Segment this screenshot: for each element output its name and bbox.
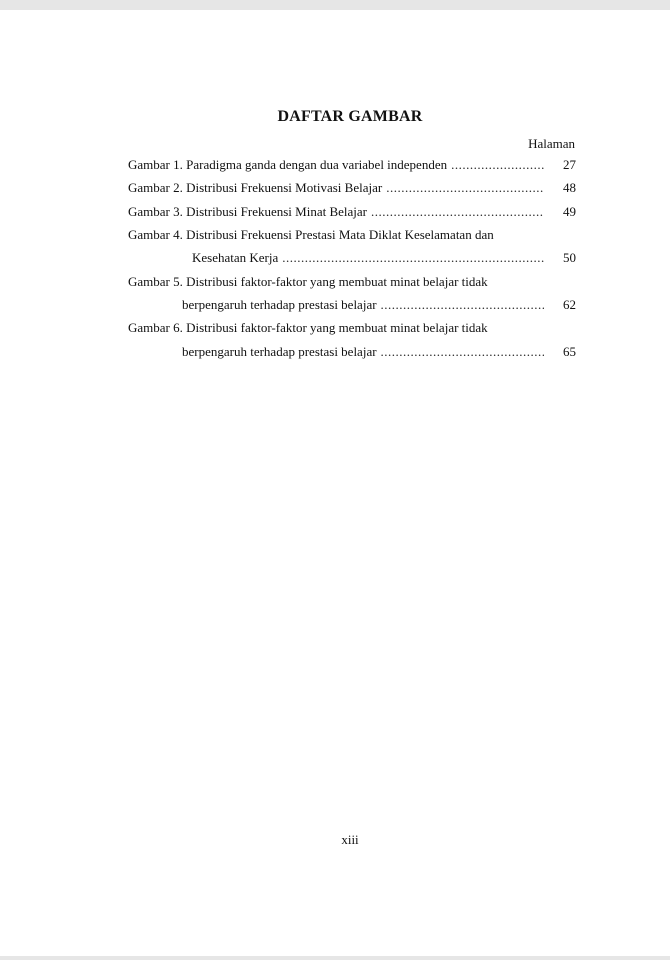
dot-leader [381, 343, 544, 361]
dot-leader [371, 203, 544, 221]
toc-entry-5-line2 [182, 296, 576, 314]
toc-entry-page: 27 [563, 157, 576, 172]
toc-entry-page: 62 [563, 297, 576, 312]
dot-leader [282, 249, 544, 267]
toc-entry-page: 48 [563, 180, 576, 195]
toc-entry-text: berpengaruh terhadap prestasi belajar [182, 344, 377, 359]
page-number-footer: xiii [341, 832, 359, 847]
toc-entry-6-line2 [182, 343, 576, 361]
dot-leader [386, 179, 544, 197]
page-title: DAFTAR GAMBAR [277, 108, 423, 125]
toc-entry-3 [128, 203, 576, 221]
toc-entry-text: Kesehatan Kerja [192, 250, 279, 265]
page-column-header: Halaman [528, 136, 575, 151]
toc-entry-text: berpengaruh terhadap prestasi belajar [182, 297, 377, 312]
toc-entry-text: Gambar 3. Distribusi Frekuensi Minat Belajar [128, 204, 368, 219]
toc-entry-6-line1: Gambar 6. Distribusi faktor-faktor yang membuat minat belajar tidak [128, 320, 488, 335]
dot-leader [381, 296, 544, 314]
toc-entry-1 [128, 156, 576, 174]
document-page [0, 10, 670, 956]
toc-entry-page: 65 [563, 344, 576, 359]
toc-entry-page: 50 [563, 250, 576, 265]
toc-entry-text: Gambar 2. Distribusi Frekuensi Motivasi Belajar [128, 180, 383, 195]
toc-entry-page: 49 [563, 204, 576, 219]
dot-leader [451, 156, 544, 174]
toc-entry-4-line1: Gambar 4. Distribusi Frekuensi Prestasi Mata Diklat Keselamatan dan [128, 227, 494, 242]
toc-entry-5-line1: Gambar 5. Distribusi faktor-faktor yang membuat minat belajar tidak [128, 274, 488, 289]
toc-entry-4-line2 [192, 249, 576, 267]
toc-entry-2 [128, 179, 576, 197]
toc-entry-text: Gambar 1. Paradigma ganda dengan dua variabel independen [128, 157, 448, 172]
